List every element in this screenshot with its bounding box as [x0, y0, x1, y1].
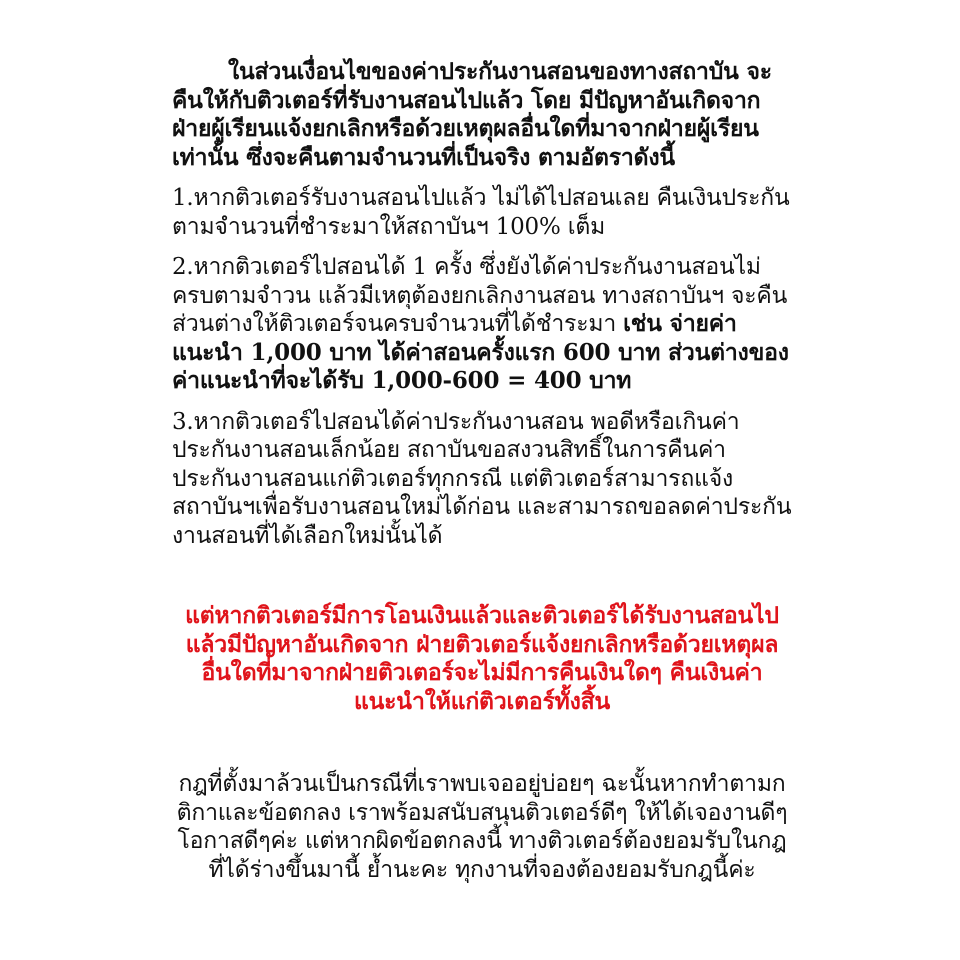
- warning-paragraph: แต่หากติวเตอร์มีการโอนเงินแล้วและติวเตอร์ได้รับงานสอนไปแล้วมีปัญหาอันเกิดจาก ฝ่ายติวเตอร์แจ้งยกเลิกหรือด้วยเหตุผลอื่นใดที่มาจากฝ่ายติวเตอร์จะไม่มีการคืนเงินใดๆ คืนเงินค่าแนะนำให้แก่ติวเตอร์ทั้งสิ้น: [185, 602, 779, 715]
- refund-item-2: [172, 253, 792, 396]
- refund-item-2-text: 2.หากติวเตอร์ไปสอนได้ 1 ครั้ง ซึ่งยังได้ค่าประกันงานสอนไม่ครบตามจำวน แล้วมีเหตุต้องยกเลิกงานสอน ทางสถาบันฯ จะคืนส่วนต่างให้ติวเตอร์จนครบจำนวนที่ได้ชำระมา: [172, 254, 788, 337]
- refund-item-1: 1.หากติวเตอร์รับงานสอนไปแล้ว ไม่ได้ไปสอนเลย คืนเงินประกันตามจำนวนที่ชำระมาให้สถาบันฯ 100% เต็ม: [172, 185, 790, 240]
- refund-item-3: 3.หากติวเตอร์ไปสอนได้ค่าประกันงานสอน พอดีหรือเกินค่าประกันงานสอนเล็กน้อย สถาบันขอสงวนสิทธิ์ในการคืนค่าประกันงานสอนแก่ติวเตอร์ทุกกรณี แต่ติวเตอร์สามารถแจ้งสถาบันฯเพื่อรับงานสอนใหม่ได้ก่อน และสามารถขอลดค่าประกันงานสอนที่ได้เลือกใหม่นั้นได้: [172, 408, 792, 549]
- intro-paragraph: ในส่วนเงื่อนไขของค่าประกันงานสอนของทางสถาบัน จะคืนให้กับติวเตอร์ที่รับงานสอนไปแล้ว โดย มีปัญหาอันเกิดจากฝ่ายผู้เรียนแจ้งยกเลิกหรือด้วยเหตุผลอื่นใดที่มาจากฝ่ายผู้เรียนเท่านั้น ซึ่งจะคืนตามจำนวนที่เป็นจริง ตามอัตราดังนี้: [172, 58, 772, 171]
- refund-item-2-example: เช่น จ่ายค่าแนะนำ 1,000 บาท ได้ค่าสอนครั้งแรก 600 บาท ส่วนต่างของค่าแนะนำที่จะได้รับ 1,000-600 = 400 บาท: [172, 310, 789, 394]
- rules-paragraph: กฎที่ตั้งมาล้วนเป็นกรณีที่เราพบเจออยู่บ่อยๆ ฉะนั้นหากทำตามกติกาและข้อตกลง เราพร้อมสนับสนุนติวเตอร์ดีๆ ให้ได้เจองานดีๆ โอกาสดีๆค่ะ แต่หากผิดข้อตกลงนี้ ทางติวเตอร์ต้องยอมรับในกฎที่ได้ร่างขึ้นมานี้ ย้ำนะคะ ทุกงานที่จองต้องยอมรับกฎนี้ค่ะ: [176, 771, 788, 883]
- document-page: [172, 58, 792, 884]
